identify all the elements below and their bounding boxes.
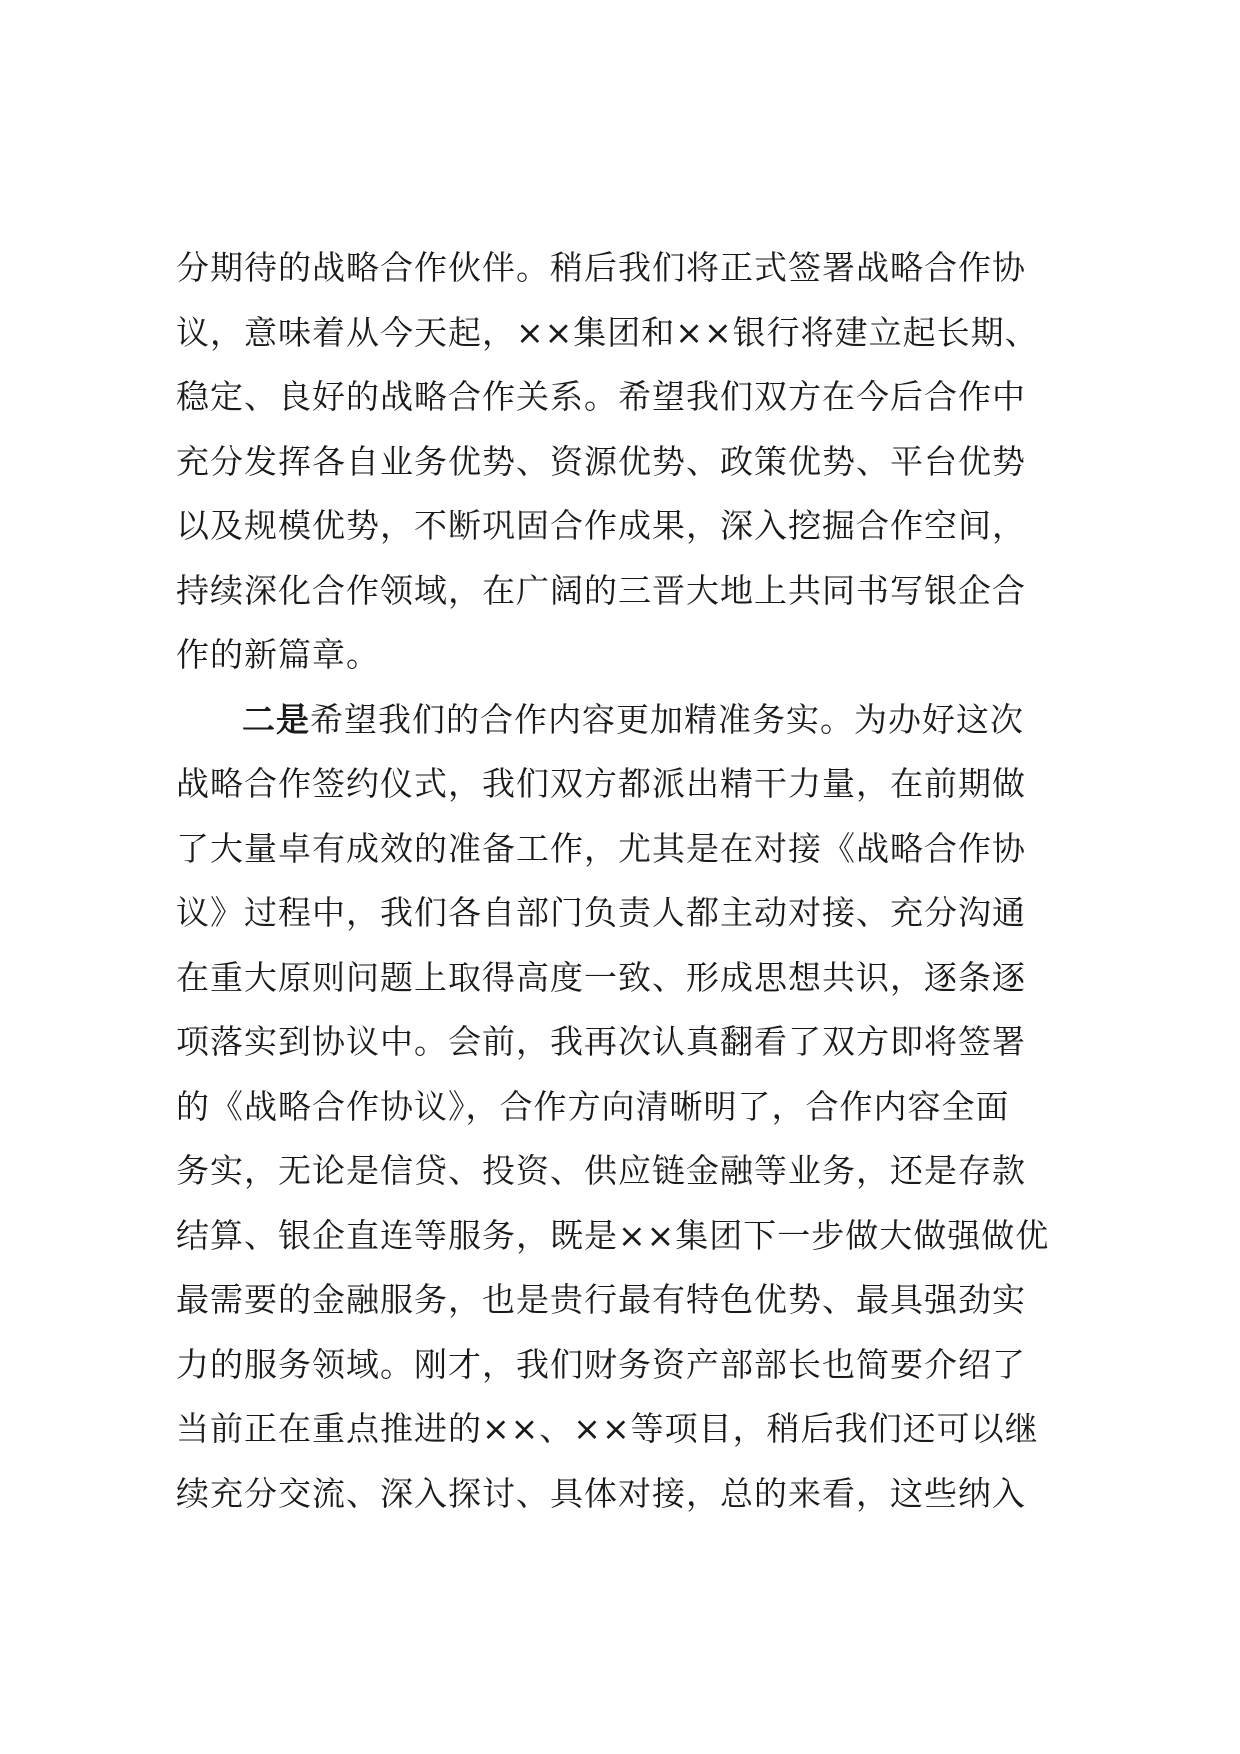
text-line: 分期待的战略合作伙伴。稍后我们将正式签署战略合作协 bbox=[176, 248, 1026, 287]
text-line: 务实，无论是信贷、投资、供应链金融等业务，还是存款 bbox=[176, 1151, 1026, 1190]
text-line: 稳定、良好的战略合作关系。希望我们双方在今后合作中 bbox=[176, 377, 1026, 416]
paragraph-2-lead: 二是 bbox=[242, 699, 310, 739]
text-line: 当前正在重点推进的××、××等项目，稍后我们还可以继 bbox=[176, 1409, 1039, 1448]
paragraph-2-first-text: 希望我们的合作内容更加精准务实。为办好这次 bbox=[310, 699, 1024, 739]
text-line: 充分发挥各自业务优势、资源优势、政策优势、平台优势 bbox=[176, 441, 1026, 481]
text-line: 的《战略合作协议》，合作方向清晰明了，合作内容全面 bbox=[176, 1086, 1010, 1126]
paragraph-2-first-line bbox=[176, 688, 1096, 753]
body-text bbox=[176, 236, 1096, 1526]
text-line: 以及规模优势，不断巩固合作成果，深入挖掘合作空间， bbox=[176, 506, 1026, 545]
text-line: 议》过程中，我们各自部门负责人都主动对接、充分沟通 bbox=[176, 893, 1026, 932]
text-line: 了大量卓有成效的准备工作，尤其是在对接《战略合作协 bbox=[176, 828, 1026, 868]
text-line: 作的新篇章。 bbox=[176, 635, 380, 674]
text-line: 结算、银企直连等服务，既是××集团下一步做大做强做优 bbox=[176, 1215, 1050, 1255]
text-line: 持续深化合作领域，在广阔的三晋大地上共同书写银企合 bbox=[176, 570, 1026, 610]
text-line: 最需要的金融服务，也是贵行最有特色优势、最具强劲实 bbox=[176, 1280, 1026, 1319]
text-line: 议，意味着从今天起，××集团和××银行将建立起长期、 bbox=[176, 312, 1039, 352]
text-line: 续充分交流、深入探讨、具体对接，总的来看，这些纳入 bbox=[176, 1473, 1026, 1513]
text-line: 力的服务领域。刚才，我们财务资产部部长也简要介绍了 bbox=[176, 1344, 1026, 1384]
text-line: 战略合作签约仪式，我们双方都派出精干力量，在前期做 bbox=[176, 764, 1026, 803]
text-line: 在重大原则问题上取得高度一致、形成思想共识，逐条逐 bbox=[176, 957, 1026, 997]
text-line: 项落实到协议中。会前，我再次认真翻看了双方即将签署 bbox=[176, 1022, 1026, 1061]
